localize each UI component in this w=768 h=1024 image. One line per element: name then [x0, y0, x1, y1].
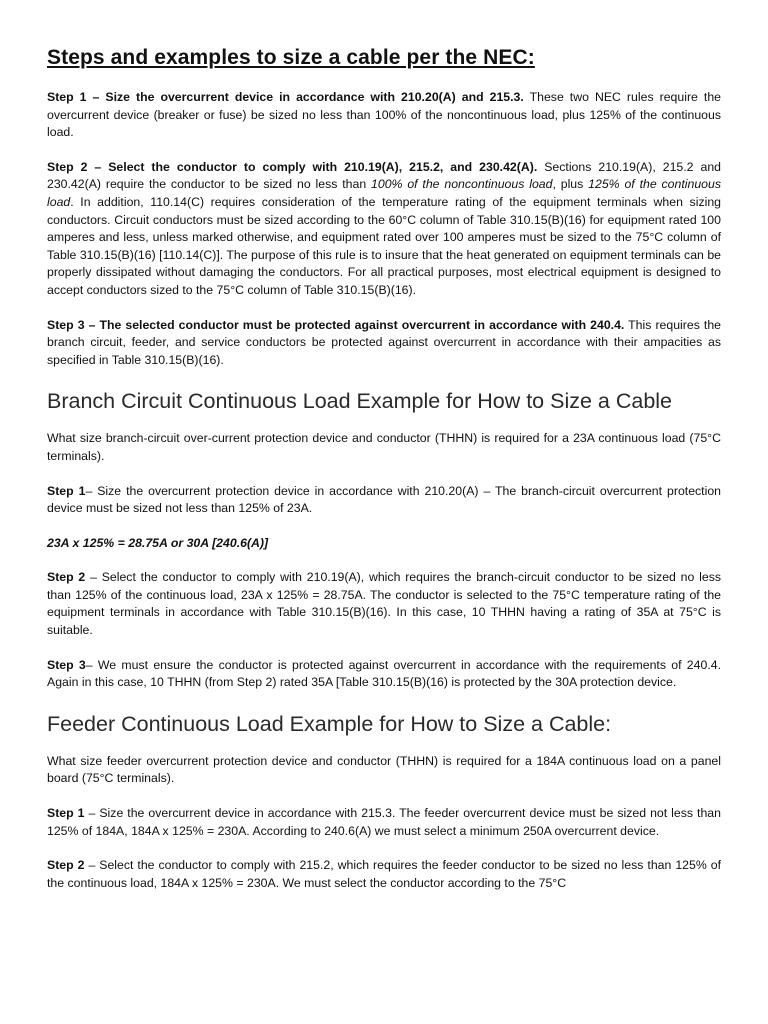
step-3-paragraph	[47, 317, 721, 370]
step-2-text-c: . In addition, 110.14(C) requires consideration of the temperature rating of the equipment terminals when sizing conductors. Circuit conductors must be sized according to the 60°C column of Table 310.15(B)(16) for equipment rated 100 amperes and less, unless marked otherwise, and equipment rated over 100 amperes must be sized to the 75°C column of Table 310.15(B)(16) [110.14(C)]. The purpose of this rule is to insure that the heat generated on equipment terminals can be properly dissipated without damaging the conductors. For all practical purposes, most electrical equipment is designed to accept conductors sized to the 75°C column of Table 310.15(B)(16).	[47, 194, 721, 297]
step-3-label: Step 3 – The selected conductor must be protected against overcurrent in accordance with 240.4.	[47, 317, 625, 332]
branch-step-1-text: – Size the overcurrent protection device in accordance with 210.20(A) – The branch-circuit overcurrent protection device must be sized not less than 125% of 23A.	[47, 483, 722, 516]
step-2-italic-b: 125% of the continuous load	[47, 177, 721, 209]
step-2-label: Step 2 – Select the conductor to comply with 210.19(A), 215.2, and 230.42(A).	[47, 159, 538, 174]
step-2-paragraph	[47, 159, 721, 300]
branch-question: What size branch-circuit over-current protection device and conductor (THHN) is required for a 23A continuous load (75°C terminals).	[47, 431, 721, 463]
branch-step-3-label: Step 3	[47, 657, 86, 672]
branch-step-3	[47, 657, 721, 692]
feeder-step-2-text: – Select the conductor to comply with 215.2, which requires the feeder conductor to be sized no less than 125% of the continuous load, 184A x 125% = 230A. We must select the conductor according to the 75°C	[47, 858, 721, 890]
step-3-text: This requires the branch circuit, feeder, and service conductors be protected against overcurrent in accordance with their ampacities as specified in Table 310.15(B)(16).	[47, 317, 722, 367]
step-2-text-b: , plus	[552, 177, 589, 192]
document-body	[47, 44, 721, 909]
step-1-paragraph	[47, 89, 721, 142]
branch-step-1	[47, 483, 721, 518]
feeder-step-1-label: Step 1	[47, 806, 85, 821]
step-1-text: These two NEC rules require the overcurrent device (breaker or fuse) be sized no less than 100% of the noncontinuous load, plus 125% of the continuous load.	[47, 90, 721, 140]
feeder-question: What size feeder overcurrent protection device and conductor (THHN) is required for a 184A continuous load on a panel board (75°C terminals).	[47, 753, 721, 786]
branch-calculation: 23A x 125% = 28.75A or 30A [240.6(A)]	[47, 535, 269, 550]
branch-step-1-label: Step 1	[47, 483, 86, 498]
feeder-heading: Feeder Continuous Load Example for How to Size a Cable:	[47, 711, 612, 736]
step-1-label: Step 1 – Size the overcurrent device in accordance with 210.20(A) and 215.3.	[47, 90, 524, 104]
step-2-italic-a: 100% of the noncontinuous load	[371, 177, 553, 192]
step-2-text-a: Sections 210.19(A), 215.2 and 230.42(A) require the conductor to be sized no less than	[47, 159, 721, 192]
branch-step-2-label: Step 2	[47, 570, 86, 585]
branch-step-3-text: – We must ensure the conductor is protected against overcurrent in accordance with the requirements of 240.4. Again in this case, 10 THHN (from Step 2) rated 35A [Table 310.15(B)(16) is protected by the 30A protection device.	[47, 657, 722, 690]
branch-step-2	[47, 569, 721, 639]
feeder-step-2-label: Step 2	[47, 858, 85, 873]
feeder-step-1	[47, 805, 721, 840]
feeder-step-2	[47, 857, 721, 892]
branch-heading: Branch Circuit Continuous Load Example for How to Size a Cable	[47, 389, 673, 414]
feeder-step-1-text: – Size the overcurrent device in accordance with 215.3. The feeder overcurrent device must be sized not less than 125% of 184A, 184A x 125% = 230A. According to 240.6(A) we must select a minimum 250A overcurrent device.	[47, 806, 721, 838]
page-title: Steps and examples to size a cable per the NEC:	[47, 46, 535, 69]
branch-step-2-text: – Select the conductor to comply with 210.19(A), which requires the branch-circuit conductor to be sized no less than 125% of the continuous load, 23A x 125% = 28.75A. The conductor is selected to the 75°C temperature rating of the equipment terminals in accordance with Table 310.15(B)(16). In this case, 10 THHN having a rating of 35A at 75°C is suitable.	[47, 570, 721, 638]
